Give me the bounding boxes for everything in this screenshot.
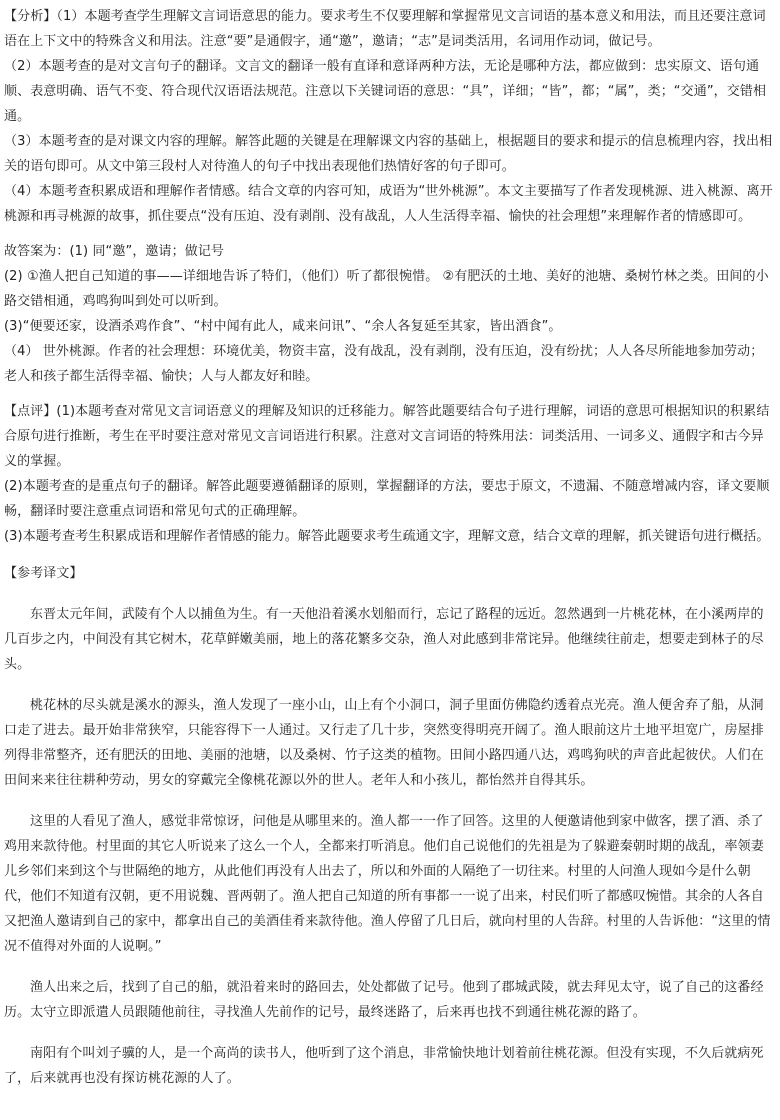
answer-section [4,239,774,389]
translation-paragraph-4: 渔人出来之后，找到了自己的船，就沿着来时的路回去，处处都做了记号。他到了郡城武陵，就去拜见太守，说了自己的这番经历。太守立即派遣人员跟随他前往，寻找渔人先前作的记号，最终迷路了，后来再也找不到通往桃花源的路了。 [4,980,764,1020]
translation-section [4,561,774,1091]
translation-paragraph-2: 桃花林的尽头就是溪水的源头，渔人发现了一座小山，山上有个小洞口，洞子里面仿佛隐约透着点光亮。渔人便舍弃了船，从洞口走了进去。最开始非常狭窄，只能容得下一人通过。又行走了几十步，突然变得明亮开阔了。渔人眼前这片土地平坦宽广，房屋排列得非常整齐，还有肥沃的田地、美丽的池塘，以及桑树、竹子这类的植物。田间小路四通八达，鸡鸣狗吠的声音此起彼伏。人们在田间来来往往耕种劳动，男女的穿戴完全像桃花源以外的世人。老年人和小孩儿，都怡然并自得其乐。 [4,698,764,788]
review-paragraph-1: 【点评】(1)本题考查对常见文言词语意义的理解及知识的迁移能力。解答此题要结合句子进行理解，词语的意思可根据知识的积累结合原句进行推断，考生在平时要注意对常见文言词语进行积累。注意对文言词语的特殊用法：词类活用、一词多义、通假字和古今异义的掌握。 [4,404,770,469]
analysis-paragraph-1: 【分析】（1）本题考查学生理解文言词语意思的能力。要求考生不仅要理解和掌握常见文言词语的基本意义和用法，而且还要注意词语在上下文中的特殊含义和用法。注意“要”是通假字，通“邀”，邀请；“志”是词类活用，名词用作动词，做记号。 [4,9,766,49]
analysis-section [4,4,774,229]
answer-line-3: (3)“便要还家，设酒杀鸡作食”、“村中闻有此人，咸来问讯”、“余人各复延至其家，皆出酒食”。 [4,319,562,334]
analysis-paragraph-2: （2）本题考查的是对文言句子的翻译。文言文的翻译一般有直译和意译两种方法，无论是哪种方法，都应做到：忠实原文、语句通顺、表意明确、语气不变、符合现代汉语语法规范。注意以下关键词语的意思：“具”，详细；“皆”，都；“属”，类；“交通”，交错相通。 [4,59,767,124]
analysis-paragraph-3: （3）本题考查的是对课文内容的理解。解答此题的关键是在理解课文内容的基础上，根据题目的要求和提示的信息梳理内容，找出相关的语句即可。从文中第三段村人对待渔人的句子中找出表现他们热情好客的句子即可。 [4,134,773,174]
answer-line-4: （4） 世外桃源。作者的社会理想：环境优美，物资丰富，没有战乱，没有剥削，没有压迫，没有纷扰；人人各尽所能地参加劳动；老人和孩子都生活得幸福、愉快；人与人都友好和睦。 [4,344,764,384]
review-section [4,399,774,549]
translation-paragraph-1: 东晋太元年间，武陵有个人以捕鱼为生。有一天他沿着溪水划船而行，忘记了路程的远近。忽然遇到一片桃花林，在小溪两岸的几百步之内，中间没有其它树木，花草鲜嫩美丽，地上的落花繁多交杂，渔人对此感到非常诧异。他继续往前走，想要走到林子的尽头。 [4,607,764,672]
translation-heading: 【参考译文】 [4,566,83,581]
answer-line-1: 故答案为：(1) 同“邀”，邀请；做记号 [4,244,225,259]
review-paragraph-2: (2)本题考查的是重点句子的翻译。解答此题要遵循翻译的原则，掌握翻译的方法，要忠于原文，不遗漏、不随意增减内容，译文要顺畅，翻译时要注意重点词语和常见句式的正确理解。 [4,479,770,519]
translation-paragraph-3: 这里的人看见了渔人，感觉非常惊讶，问他是从哪里来的。渔人都一一作了回答。这里的人便邀请他到家中做客，摆了酒、杀了鸡用来款待他。村里面的其它人听说来了这么一个人，全都来打听消息。他们自己说他们的先祖是为了躲避秦朝时期的战乱，率领妻儿乡邻们来到这个与世隔绝的地方，从此他们再没有人出去了，所以和外面的人隔绝了一切往来。村里的人问渔人现如今是什么朝代，他们不知道有汉朝，更不用说魏、晋两朝了。渔人把自己知道的所有事都一一说了出来，村民们听了都感叹惋惜。其余的人各自又把渔人邀请到自己的家中，都拿出自己的美酒佳肴来款待他。渔人停留了几日后，就向村里的人告辞。村里的人告诉他：“这里的情况不值得对外面的人说啊。” [4,814,771,954]
translation-paragraph-5: 南阳有个叫刘子骥的人，是一个高尚的读书人，他听到了这个消息，非常愉快地计划着前往桃花源。但没有实现，不久后就病死了，后来就再也没有探访桃花源的人了。 [4,1046,764,1086]
review-paragraph-3: (3)本题考查考生积累成语和理解作者情感的能力。解答此题要求考生疏通文字，理解文意，结合文章的理解，抓关键语句进行概括。 [4,529,770,544]
answer-line-2: (2) ①渔人把自己知道的事——详细地告诉了特们，（他们）听了都很惋惜。 ②有肥沃的土地、美好的池塘、桑树竹林之类。田间的小路交错相通，鸡鸣狗叫到处可以听到。 [4,269,769,309]
analysis-paragraph-4: （4）本题考查积累成语和理解作者情感。结合文章的内容可知，成语为“世外桃源”。本文主要描写了作者发现桃源、进入桃源、离开桃源和再寻桃源的故事，抓住要点“没有压迫、没有剥削、没有战乱，人人生活得幸福、愉快的社会理想”来理解作者的情感即可。 [4,184,773,224]
